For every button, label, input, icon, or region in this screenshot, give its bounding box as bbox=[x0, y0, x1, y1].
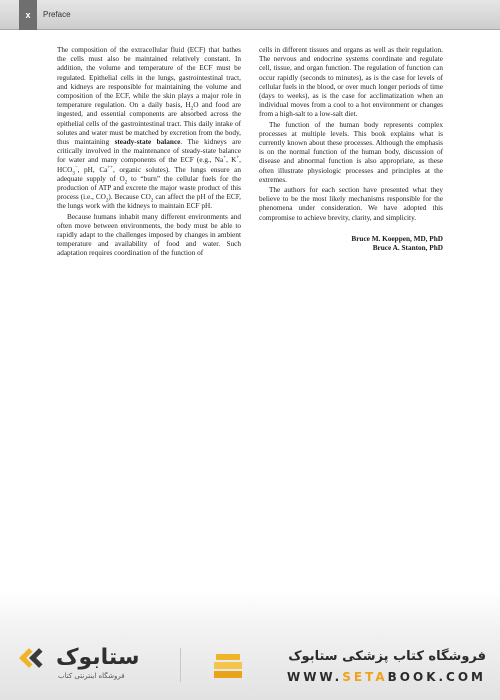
setabook-logo[interactable] bbox=[18, 645, 168, 685]
section-title: Preface bbox=[43, 10, 71, 19]
author-signatures bbox=[259, 235, 443, 254]
paragraph-book-scope: The function of the human body represents complex processes at multiple levels. This book explains what is currently known about these processes. Although the emphasis is on the normal function of the human body, discussion of disease and abnormal function is also appropriate, as these often illustrate physiologic processes and principles at the extremes. bbox=[259, 120, 443, 184]
page-number: x bbox=[19, 0, 37, 30]
store-url-link[interactable]: WWW.SETABOOK.COM bbox=[286, 670, 486, 684]
logo-text: ستابوک bbox=[56, 645, 140, 670]
footer-divider bbox=[180, 648, 181, 682]
left-column bbox=[57, 46, 241, 260]
logo-subtext: فروشگاه اینترنتی کتاب bbox=[58, 672, 125, 680]
running-header bbox=[0, 0, 500, 30]
signature-koeppen: Bruce M. Koeppen, MD, PhD bbox=[351, 234, 443, 243]
store-name: فروشگاه کتاب پزشکی ستابوک bbox=[288, 649, 486, 664]
signature-stanton: Bruce A. Stanton, PhD bbox=[372, 244, 443, 253]
paragraph-authors: The authors for each section have presented what they believe to be the most likely mechanisms responsible for the phenomena under consideration. We have adopted this compromise to achieve brevity, clarity, and simplicity. bbox=[259, 186, 443, 222]
right-column bbox=[259, 46, 443, 254]
paragraph-regulation: cells in different tissues and organs as well as their regulation. The nervous and endocrine systems coordinate and regulate cell, tissue, and organ function. The regulation of function can occur rapidly (seconds to minutes), as is the case for levels of cellular fuels in the blood, or over much longer periods of time (days to weeks), as is the case for acclimatization when an individual moves from a cool to a hot environment or changes from a high-salt to a low-salt diet. bbox=[259, 46, 443, 119]
publisher-footer bbox=[0, 590, 500, 700]
steady-state-term: steady-state balance bbox=[114, 138, 181, 147]
book-stack-icon bbox=[214, 654, 242, 678]
paragraph-adaptation: Because humans inhabit many different environments and often move between environments, the body must be able to rapidly adapt to the challenges imposed by changes in ambient temperature and availability of food and water. Such adaptation requires coordination of the function of bbox=[57, 212, 241, 258]
paragraph-ecf: The composition of the extracellular fluid (ECF) that bathes the cells must also be maintained relatively constant. In addition, the volume and temperature of the ECF must be regulated. Epithelial cells in the lungs, gastrointestinal tract, and kidneys are responsible for maintaining the volume and composition of the ECF, while the skin plays a major role in temperature regulation. On a daily basis, $H_2O$ and food are ingested, and essential components are absorbed across the epithelial cells of the gastrointestinal tract. This daily intake of solutes and water must be matched by excretion from the body, thus maintaining steady-state balance. The kidneys are critically involved in the maintenance of steady-state balance for water and many components of the ECF (e.g., Na+, K+, $HCO_3^-$, pH, Ca++, organic solutes). The lungs ensure an adequate supply of $O_2$ to “burn” the cellular fuels for the production of ATP and excrete the major waste product of this process (i.e., $CO_2$). Because $CO_2$ can affect the pH of the ECF, the lungs work with the kidneys to maintain ECF pH. bbox=[57, 46, 241, 211]
